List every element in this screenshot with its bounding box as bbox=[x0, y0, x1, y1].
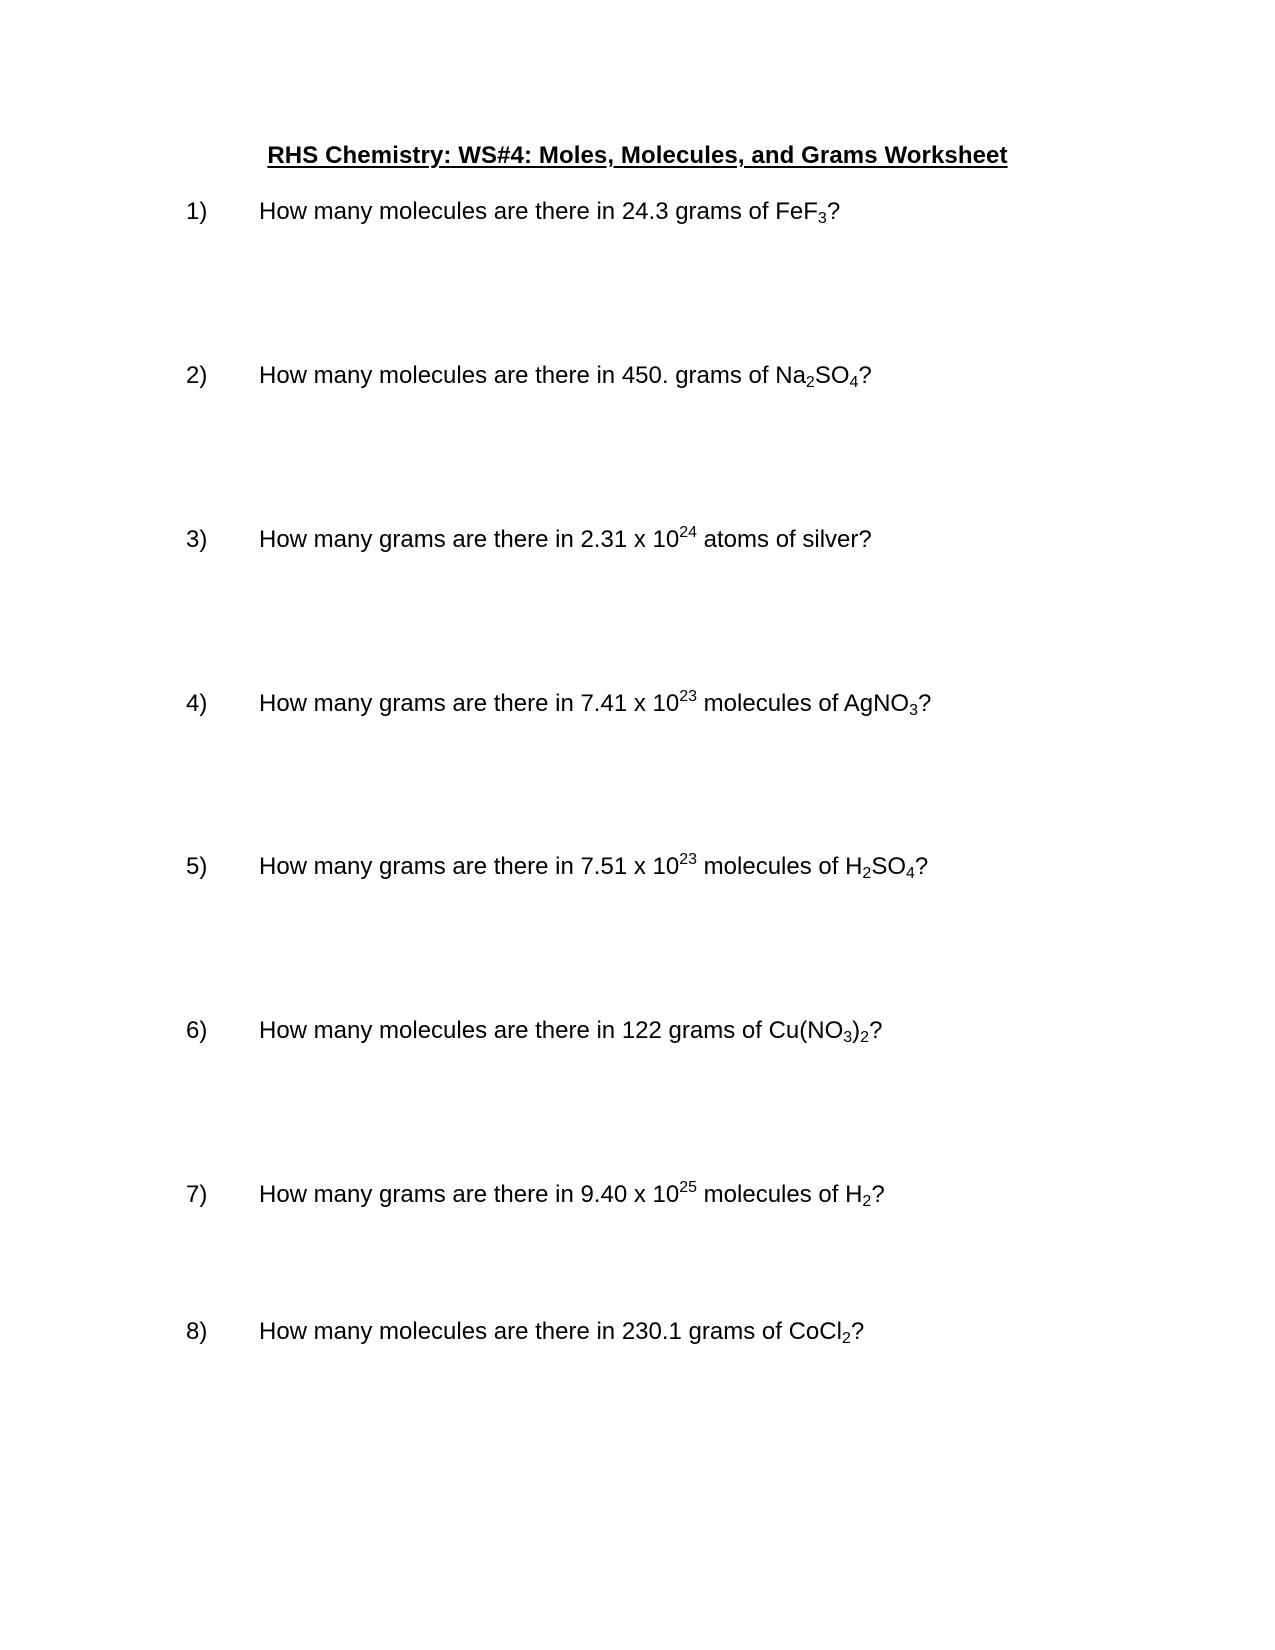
subscript: 4 bbox=[849, 374, 859, 391]
text-run: How many molecules are there in 122 grams of Cu(NO bbox=[259, 1017, 844, 1044]
text-run: How many grams are there in 7.41 x 10 bbox=[259, 690, 680, 717]
question-1 bbox=[0, 198, 1275, 238]
text-run: molecules of AgNO bbox=[697, 690, 910, 717]
text-run: How many molecules are there in 24.3 grams of FeF bbox=[259, 198, 818, 225]
superscript: 23 bbox=[679, 688, 697, 705]
text-run: How many grams are there in 9.40 x 10 bbox=[259, 1181, 680, 1208]
text-run: ? bbox=[918, 690, 932, 717]
question-number: 7) bbox=[186, 1181, 208, 1208]
question-8 bbox=[0, 1318, 1275, 1358]
question-text bbox=[259, 1318, 864, 1346]
superscript: 23 bbox=[679, 851, 697, 868]
question-number: 3) bbox=[186, 526, 208, 553]
question-number: 5) bbox=[186, 853, 208, 880]
text-run: How many grams are there in 2.31 x 10 bbox=[259, 526, 680, 553]
text-run: How many molecules are there in 450. grams of Na bbox=[259, 362, 806, 389]
question-text bbox=[259, 1181, 885, 1209]
worksheet-title: RHS Chemistry: WS#4: Moles, Molecules, and Grams Worksheet bbox=[267, 142, 1008, 169]
question-text bbox=[259, 853, 928, 881]
subscript: 2 bbox=[862, 865, 872, 882]
question-2 bbox=[0, 362, 1275, 402]
subscript: 3 bbox=[843, 1029, 853, 1046]
question-number: 6) bbox=[186, 1017, 208, 1044]
question-text bbox=[259, 526, 872, 554]
question-text bbox=[259, 362, 872, 390]
text-run: How many grams are there in 7.51 x 10 bbox=[259, 853, 680, 880]
question-number: 1) bbox=[186, 198, 208, 225]
subscript: 2 bbox=[841, 1330, 851, 1347]
text-run: ? bbox=[858, 362, 872, 389]
subscript: 4 bbox=[906, 865, 915, 882]
subscript: 2 bbox=[860, 1029, 870, 1046]
superscript: 24 bbox=[679, 524, 697, 541]
question-number: 4) bbox=[186, 690, 208, 717]
text-run: ? bbox=[826, 198, 841, 225]
subscript: 3 bbox=[817, 210, 827, 227]
text-run: atoms of silver? bbox=[697, 526, 872, 553]
text-run: ? bbox=[871, 1181, 885, 1208]
text-run: ? bbox=[850, 1318, 865, 1345]
question-5 bbox=[0, 853, 1275, 893]
question-text bbox=[259, 1017, 882, 1045]
question-number: 2) bbox=[186, 362, 208, 389]
text-run: ? bbox=[869, 1017, 883, 1044]
question-7 bbox=[0, 1181, 1275, 1221]
subscript: 3 bbox=[909, 702, 919, 719]
question-3 bbox=[0, 526, 1275, 566]
text-run: molecules of H bbox=[697, 1181, 863, 1208]
text-run: SO bbox=[871, 853, 906, 880]
question-text bbox=[259, 198, 840, 226]
text-run: molecules of H bbox=[697, 853, 863, 880]
text-run: ) bbox=[852, 1017, 861, 1044]
subscript: 2 bbox=[805, 374, 815, 391]
question-text bbox=[259, 690, 931, 718]
subscript: 2 bbox=[862, 1193, 872, 1210]
question-6 bbox=[0, 1017, 1275, 1057]
question-4 bbox=[0, 690, 1275, 730]
question-number: 8) bbox=[186, 1318, 208, 1345]
text-run: How many molecules are there in 230.1 grams of CoCl bbox=[259, 1318, 842, 1345]
superscript: 25 bbox=[679, 1179, 697, 1196]
text-run: ? bbox=[914, 853, 929, 880]
text-run: SO bbox=[814, 362, 850, 389]
